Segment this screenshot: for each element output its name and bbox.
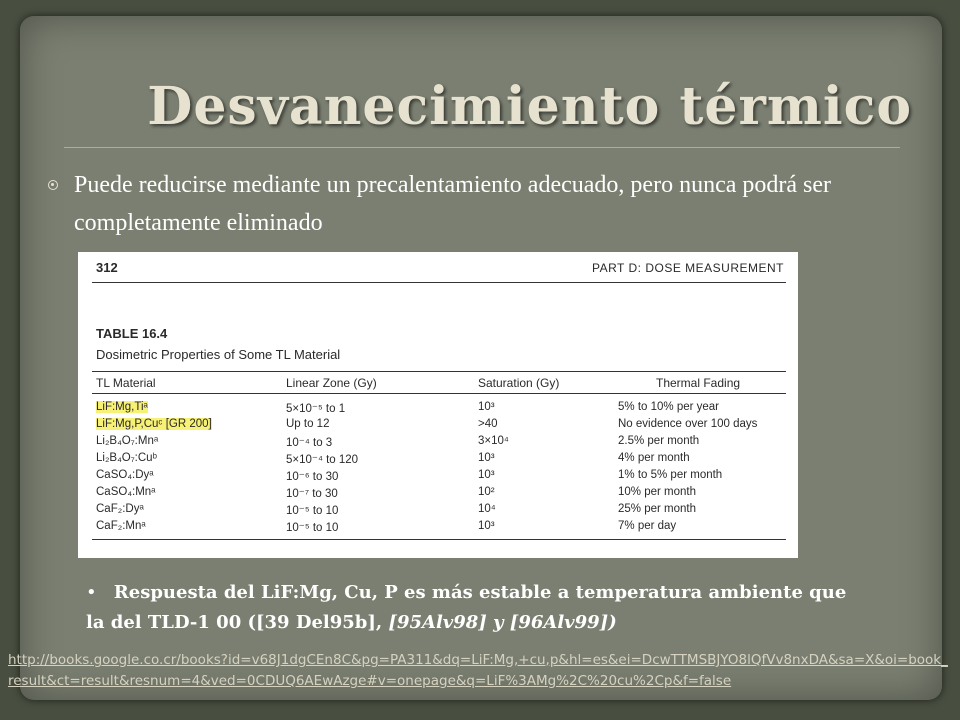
table-cell: 10² bbox=[478, 486, 495, 498]
table-cell: CaF₂:Dyᵃ bbox=[96, 503, 144, 515]
note-paragraph bbox=[86, 578, 856, 638]
table-cell: 5×10⁻⁵ to 1 bbox=[286, 403, 346, 415]
table-caption: Dosimetric Properties of Some TL Material bbox=[96, 347, 341, 362]
table-cell: 3×10⁴ bbox=[478, 435, 509, 447]
table-cell: Li₂B₄O₇:Cuᵇ bbox=[96, 452, 157, 464]
table-row bbox=[78, 520, 798, 536]
main-bullet-text: Puede reducirse mediante un precalentamiento adecuado, pero nunca podrá ser completamente eliminado bbox=[74, 172, 831, 236]
table-cell: 10⁻⁶ to 30 bbox=[286, 471, 339, 483]
table-header-rule bbox=[92, 393, 786, 394]
table-header-linear-zone: Linear Zone (Gy) bbox=[286, 376, 377, 390]
table-cell: No evidence over 100 days bbox=[618, 418, 758, 430]
table-cell: 10³ bbox=[478, 520, 495, 532]
table-row bbox=[78, 418, 798, 434]
table-row bbox=[78, 469, 798, 485]
header-rule bbox=[92, 282, 786, 283]
table-header-material: TL Material bbox=[96, 376, 156, 390]
table-row bbox=[78, 486, 798, 502]
table-row bbox=[78, 452, 798, 468]
table-cell: 25% per month bbox=[618, 503, 696, 515]
title-divider bbox=[64, 147, 900, 148]
scanned-table-image bbox=[78, 252, 798, 558]
table-cell: 10⁻⁵ to 10 bbox=[286, 505, 339, 517]
circle-bullet-icon bbox=[48, 180, 58, 190]
table-header-thermal-fading: Thermal Fading bbox=[656, 376, 741, 390]
table-cell: 5% to 10% per year bbox=[618, 401, 720, 413]
table-cell: 7% per day bbox=[618, 520, 677, 532]
slide-title: Desvanecimiento térmico bbox=[147, 76, 912, 137]
table-cell: 5×10⁻⁴ to 120 bbox=[286, 454, 359, 466]
table-cell: 10⁻⁷ to 30 bbox=[286, 488, 338, 500]
table-cell: >40 bbox=[478, 418, 498, 430]
table-cell bbox=[96, 401, 148, 413]
table-top-rule bbox=[92, 371, 786, 372]
part-header: PART D: DOSE MEASUREMENT bbox=[591, 261, 784, 275]
table-cell: Up to 12 bbox=[286, 418, 330, 430]
table-cell: 10⁻⁵ to 10 bbox=[286, 522, 339, 534]
table-bottom-rule bbox=[92, 539, 786, 540]
bullet-dot-icon: • bbox=[86, 582, 97, 603]
table-cell: 10⁴ bbox=[478, 503, 496, 515]
table-cell: 10% per month bbox=[618, 486, 696, 498]
table-cell: CaSO₄:Dyᵃ bbox=[96, 469, 154, 481]
source-link[interactable]: http://books.google.co.cr/books?id=v68J1dgCEn8C&pg=PA311&dq=LiF:Mg,+cu,p&hl=es&ei=DcwTTMSBJYO8lQfVv8nxDA&sa=X&oi=book_result&ct=result&resnum=4&ved=0CDUQ6AEwAzge#v=onepage&q=LiF%3AMg%2C%20cu%2Cp&f=false bbox=[8, 652, 948, 689]
highlighted-material: LiF:Mg,Tiᵃ bbox=[96, 401, 148, 413]
table-label: TABLE 16.4 bbox=[96, 326, 168, 341]
table-cell: CaF₂:Mnᵃ bbox=[96, 520, 146, 532]
table-header-saturation: Saturation (Gy) bbox=[478, 376, 560, 390]
table-cell: 1% to 5% per month bbox=[618, 469, 723, 481]
table-cell: Li₂B₄O₇:Mnᵃ bbox=[96, 435, 159, 447]
highlighted-material: LiF:Mg,P,Cuᶜ [GR 200] bbox=[96, 418, 212, 430]
table-cell: CaSO₄:Mnᵃ bbox=[96, 486, 156, 498]
table-cell: 10³ bbox=[478, 469, 495, 481]
table-cell bbox=[96, 418, 212, 430]
note-text: Respuesta del LiF:Mg, Cu, P es más estable a temperatura ambiente que la del TLD-1 00 ([39 Del95b], bbox=[86, 582, 847, 633]
table-row bbox=[78, 435, 798, 451]
table-cell: 10³ bbox=[478, 452, 495, 464]
table-cell: 10⁻⁴ to 3 bbox=[286, 437, 333, 449]
table-row bbox=[78, 401, 798, 417]
note-references: [95Alv98] y [96Alv99]) bbox=[388, 612, 617, 633]
table-cell: 10³ bbox=[478, 401, 495, 413]
table-row bbox=[78, 503, 798, 519]
page-number: 312 bbox=[96, 260, 118, 275]
table-cell: 4% per month bbox=[618, 452, 690, 464]
table-cell: 2.5% per month bbox=[618, 435, 700, 447]
